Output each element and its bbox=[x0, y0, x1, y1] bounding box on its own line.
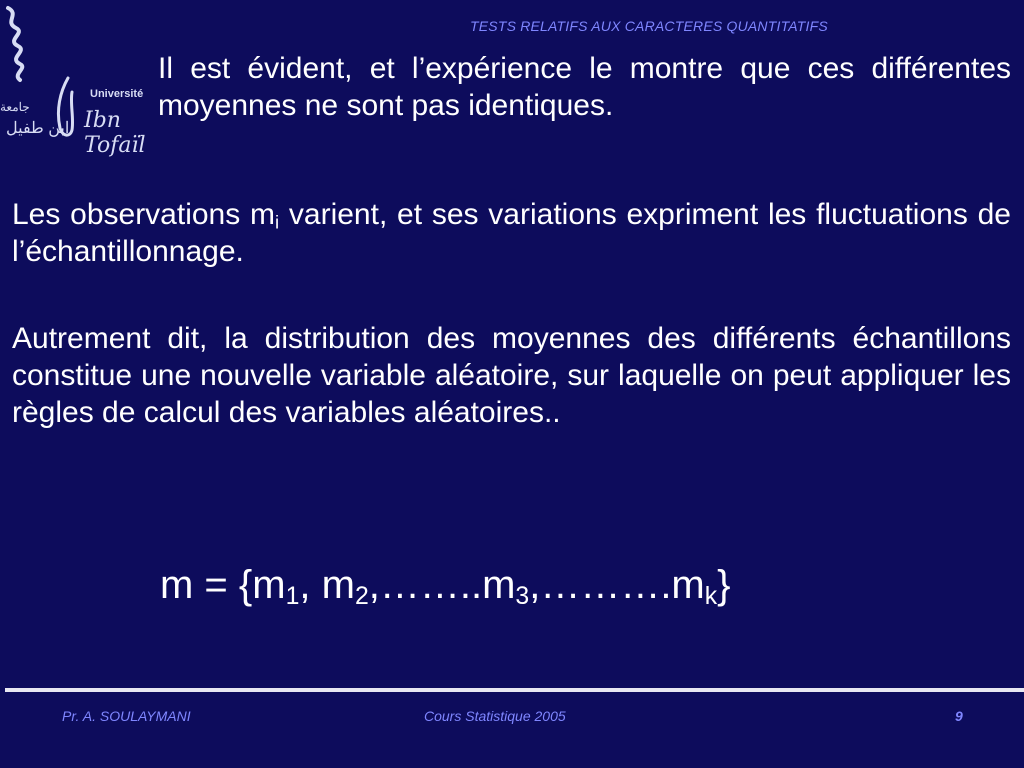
university-logo bbox=[0, 0, 150, 158]
formula bbox=[160, 563, 731, 611]
logo-label-ibn-tofail: Ibn Tofaïl bbox=[84, 108, 146, 158]
logo-label-arabic-university: جامعة bbox=[0, 100, 30, 114]
logo-label-universite: Université bbox=[90, 88, 144, 100]
paragraph-observations-rest: varient, et ses variations expriment les fluctuations de l’échantillonnage. bbox=[12, 198, 1011, 268]
formula-subscript-3: 3 bbox=[515, 583, 530, 611]
footer-course: Cours Statistique 2005 bbox=[424, 708, 566, 724]
paragraph-evidence: Il est évident, et l’expérience le montre que ces différentes moyennes ne sont pas identiques. bbox=[158, 52, 1011, 122]
logo-label-arabic-name: ابن طفيل bbox=[6, 120, 70, 137]
formula-subscript-k: k bbox=[704, 583, 718, 611]
subscript-i: i bbox=[275, 211, 280, 233]
footer-page-number: 9 bbox=[955, 708, 963, 724]
footer-author: Pr. A. SOULAYMANI bbox=[62, 708, 191, 724]
header-title: TESTS RELATIFS AUX CARACTERES QUANTITATIFS bbox=[470, 18, 828, 34]
footer-divider bbox=[5, 688, 1024, 692]
formula-separator-1: , m bbox=[299, 563, 355, 607]
formula-suffix: } bbox=[717, 563, 731, 607]
paragraph-distribution: Autrement dit, la distribution des moyennes des différents échantillons constitue une nouvelle variable aléatoire, sur laquelle on peut appliquer les règles de calcul des variables aléatoires.. bbox=[12, 322, 1011, 429]
formula-prefix: m = {m bbox=[160, 563, 286, 607]
paragraph-observations-text: Les observations m bbox=[12, 198, 275, 231]
paragraph-observations bbox=[12, 196, 1011, 270]
formula-subscript-1: 1 bbox=[285, 583, 300, 611]
formula-subscript-2: 2 bbox=[354, 583, 369, 611]
formula-separator-2: ,……..m bbox=[368, 563, 516, 607]
formula-separator-3: ,……….m bbox=[529, 563, 705, 607]
